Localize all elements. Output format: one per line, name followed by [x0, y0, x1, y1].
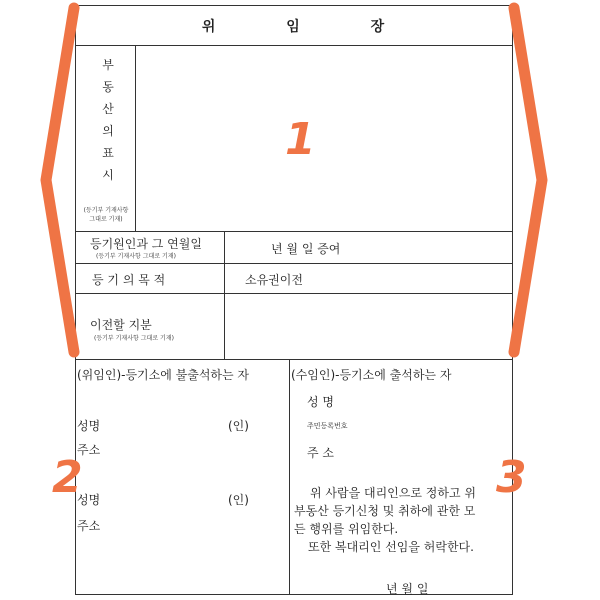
purpose-label-cell [76, 264, 225, 293]
purpose-row [76, 264, 512, 294]
reg-cause-note: (등기부 기재사항 그대로 기재) [96, 253, 176, 260]
annotation-number-1: 1 [285, 114, 316, 165]
reg-cause-row [76, 232, 512, 264]
reg-cause-field[interactable] [225, 232, 512, 263]
annotation-number-3: 3 [496, 452, 527, 503]
property-label-cell [76, 46, 136, 232]
delegator-section [76, 360, 290, 595]
power-of-attorney-form [75, 5, 513, 595]
reg-cause-value: 년 월 일 증여 [271, 242, 341, 256]
property-label-char: 산 [102, 102, 114, 116]
purpose-value: 소유권이전 [245, 273, 303, 287]
reg-cause-label: 등기원인과 그 연월일 [90, 237, 202, 251]
form-title-text: 위 임 장 [201, 18, 387, 35]
property-description-field[interactable] [136, 46, 512, 232]
delegate-header: (수임인)-등기소에 출석하는 자 [291, 368, 452, 382]
share-note: (등기부 기재사항 그대로 기재) [94, 335, 174, 342]
purpose-field[interactable] [225, 264, 512, 293]
share-label: 이전할 지분 [90, 318, 152, 332]
left-bracket-annotation [34, 0, 84, 360]
property-note [76, 206, 136, 224]
delegate-id-label[interactable]: 주민등록번호 [307, 422, 348, 430]
delegator-seal-2: (인) [228, 493, 249, 507]
property-label [102, 54, 114, 186]
property-label-char: 시 [102, 168, 114, 182]
statement-line-2: 부동산 등기신청 및 취하에 관한 모 [294, 504, 476, 518]
property-note-line-2: 그대로 기재) [89, 216, 123, 223]
property-label-char: 의 [102, 124, 114, 138]
delegate-date-line: 년 월 일 [386, 582, 429, 596]
delegate-section [290, 360, 512, 595]
property-note-line-1: (등기부 기재사항 [83, 207, 129, 214]
reg-cause-label-cell [76, 232, 225, 263]
statement-line-1: 위 사람을 대리인으로 정하고 위 [310, 486, 476, 500]
delegator-address-label-2[interactable]: 주소 [77, 519, 101, 533]
share-field[interactable] [225, 294, 512, 359]
statement-line-3: 든 행위를 위임한다. [294, 522, 399, 536]
delegator-seal: (인) [228, 419, 249, 433]
right-bracket-annotation [504, 0, 554, 360]
delegation-statement [294, 484, 512, 556]
property-label-char: 부 [102, 58, 114, 72]
delegator-header: (위임인)-등기소에 불출석하는 자 [77, 368, 250, 382]
property-label-char: 표 [102, 146, 114, 160]
delegate-name-label[interactable]: 성 명 [307, 395, 334, 409]
share-label-cell [76, 294, 225, 359]
delegator-address-label[interactable]: 주소 [77, 443, 101, 457]
property-label-char: 동 [102, 80, 114, 94]
annotation-number-2: 2 [52, 452, 83, 503]
delegate-address-label[interactable]: 주 소 [307, 446, 334, 460]
statement-line-4: 또한 복대리인 선임을 허락한다. [308, 540, 474, 554]
delegator-name-label-2[interactable]: 성명 [77, 493, 101, 507]
delegator-name-label[interactable]: 성명 [77, 419, 101, 433]
purpose-label: 등 기 의 목 적 [92, 273, 166, 287]
share-row [76, 294, 512, 360]
form-title [76, 6, 512, 46]
